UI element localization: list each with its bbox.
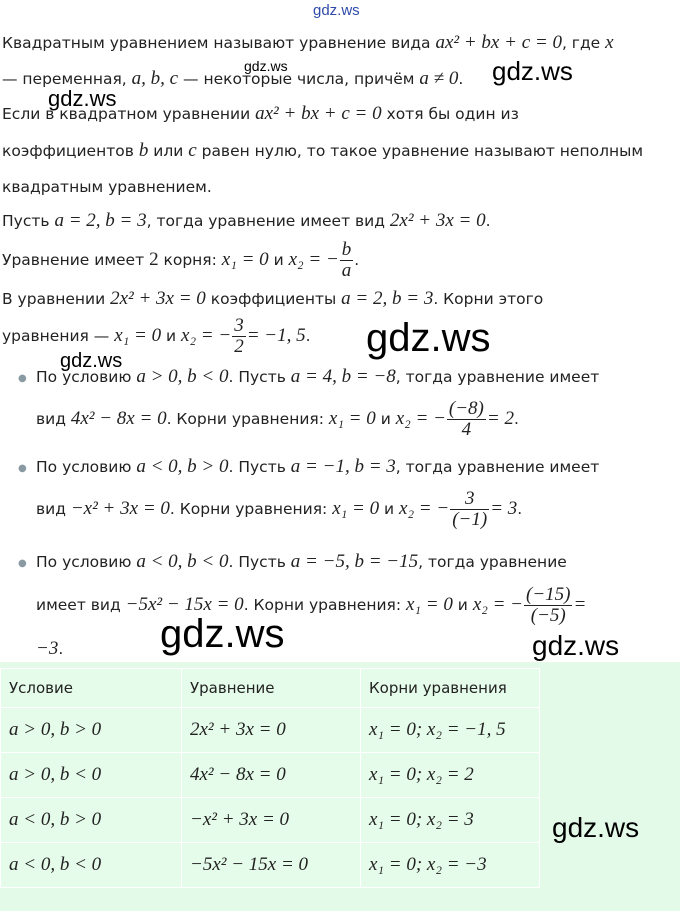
fraction <box>447 399 486 440</box>
formula: x <box>605 32 614 53</box>
bullet: ● <box>18 373 27 384</box>
text: , тогда уравнение имеет вид <box>146 212 390 230</box>
text: . Корни уравнения: <box>166 410 329 428</box>
incomplete-def-line-3 <box>2 176 212 198</box>
text: Пусть <box>2 212 55 230</box>
text: . Корни уравнения: <box>243 596 406 614</box>
formula: x₁ = 0 <box>406 594 453 615</box>
case-3-line-1 <box>36 551 567 573</box>
coefficients-line-2 <box>2 312 311 360</box>
table-cell: −x² + 3x = 0 <box>182 798 361 843</box>
text: . <box>354 251 360 269</box>
formula: −5x² − 15x = 0 <box>125 594 244 615</box>
text: , тогда уравнение имеет <box>395 368 600 386</box>
table-cell: a < 0, b > 0 <box>1 798 182 843</box>
case-2-line-1 <box>36 456 599 478</box>
table-cell: 2x² + 3x = 0 <box>182 708 361 753</box>
formula: x₁ = 0 <box>114 325 162 346</box>
text: По условию <box>36 553 137 571</box>
fraction <box>232 316 246 357</box>
formula: x₁ = 0 <box>221 249 269 270</box>
watermark-large: gdz.ws <box>366 316 491 360</box>
summary-table-area <box>0 662 680 911</box>
watermark: gdz.ws <box>492 56 573 86</box>
watermark: gdz.ws <box>48 86 117 111</box>
formula: ax² + bx + c = 0 <box>255 103 382 124</box>
text: Уравнение имеет <box>2 251 150 269</box>
text: . Корни этого <box>433 290 544 308</box>
text: вид <box>36 410 71 428</box>
formula: a, b, c <box>131 68 179 89</box>
watermark: gdz.ws <box>532 630 620 661</box>
example-line <box>2 210 491 232</box>
text: уравнения — <box>2 327 115 345</box>
text: . Пусть <box>228 458 291 476</box>
formula: = 3 <box>490 498 518 519</box>
formula: = 2 <box>486 408 514 429</box>
bullet: ● <box>18 463 27 474</box>
formula: b <box>138 140 149 161</box>
formula: 2 <box>149 249 159 270</box>
formula: a < 0, b < 0 <box>136 551 229 572</box>
column-header-condition: Условие <box>1 669 182 708</box>
formula: a = −5, b = −15 <box>290 551 419 572</box>
formula: 2x² + 3x = 0 <box>389 210 486 231</box>
formula: 2x² + 3x = 0 <box>110 288 206 309</box>
text: Если в квадратном уравнении <box>2 105 256 123</box>
denominator: a <box>341 260 352 281</box>
formula: x₂ = − <box>399 498 450 519</box>
text: вид <box>36 500 71 518</box>
text: — некоторые числа, причём <box>178 70 420 88</box>
formula: a = 4, b = −8 <box>290 366 396 387</box>
definition-line-1 <box>2 32 614 54</box>
table-cell: x₁ = 0; x₂ = 2 <box>361 753 540 798</box>
text: и <box>268 251 289 269</box>
text: равен нулю, то такое уравнение называют неполным <box>196 142 644 160</box>
table-row <box>1 753 540 798</box>
fraction <box>524 585 572 626</box>
table-header-row <box>1 669 540 708</box>
denominator: 4 <box>447 419 486 440</box>
denominator: 2 <box>234 336 244 357</box>
watermark-large: gdz.ws <box>160 612 285 656</box>
text: . <box>513 410 519 428</box>
definition-line-2 <box>2 68 463 90</box>
text: и <box>452 596 473 614</box>
table-cell: x₁ = 0; x₂ = 3 <box>361 798 540 843</box>
case-3-line-2 <box>36 580 586 630</box>
text: . <box>458 70 464 88</box>
text: . Пусть <box>228 553 291 571</box>
bullet: ● <box>18 558 27 569</box>
formula: c <box>188 140 197 161</box>
formula: a > 0, b < 0 <box>136 366 229 387</box>
table-row <box>1 843 540 888</box>
table-cell: a > 0, b < 0 <box>1 753 182 798</box>
table-cell: x₁ = 0; x₂ = −1, 5 <box>361 708 540 753</box>
column-header-roots: Корни уравнения <box>361 669 540 708</box>
text: , где <box>561 34 606 52</box>
text: . <box>517 500 523 518</box>
formula: a = −1, b = 3 <box>290 456 396 477</box>
formula: = −1, 5 <box>246 325 306 346</box>
column-header-equation: Уравнение <box>182 669 361 708</box>
table-cell: −5x² − 15x = 0 <box>182 843 361 888</box>
formula: a < 0, b > 0 <box>136 456 229 477</box>
denominator: (−1) <box>452 509 488 530</box>
numerator: 3 <box>464 488 475 509</box>
numerator: (−8) <box>448 398 484 419</box>
case-1-line-1 <box>36 366 599 388</box>
text: . <box>58 640 64 658</box>
formula: −x² + 3x = 0 <box>70 498 170 519</box>
text: , тогда уравнение <box>418 553 567 571</box>
formula: a = 2, b = 3 <box>54 210 147 231</box>
text: По условию <box>36 368 137 386</box>
table-row <box>1 708 540 753</box>
text: коэффициенты <box>205 290 342 308</box>
formula: x₂ = − <box>472 594 523 615</box>
watermark-top: gdz.ws <box>313 2 360 19</box>
table-row <box>1 798 540 843</box>
watermark: gdz.ws <box>552 812 640 843</box>
formula: x₂ = − <box>395 408 446 429</box>
fraction <box>340 240 354 281</box>
formula: x₁ = 0 <box>328 408 376 429</box>
text: . Корни уравнения: <box>169 500 333 518</box>
table-cell: x₁ = 0; x₂ = −3 <box>361 843 540 888</box>
watermark-small: gdz.ws <box>244 58 288 74</box>
incomplete-def-line-2 <box>2 140 643 162</box>
case-1-line-2 <box>36 394 519 444</box>
formula: x₂ = − <box>288 249 339 270</box>
formula: = <box>573 594 587 615</box>
text: — переменная, <box>2 70 132 88</box>
text: В уравнении <box>2 290 111 308</box>
formula: x₁ = 0 <box>332 498 380 519</box>
text: . <box>305 327 311 345</box>
text: По условию <box>36 458 137 476</box>
formula: a = 2, b = 3 <box>341 288 434 309</box>
roots-formula-line <box>2 240 359 281</box>
watermark: gdz.ws <box>60 350 123 372</box>
text: Квадратным уравнением называют уравнение вида <box>2 34 436 52</box>
table-cell: 4x² − 8x = 0 <box>182 753 361 798</box>
table-cell: a < 0, b < 0 <box>1 843 182 888</box>
text: или <box>148 142 189 160</box>
formula: x₂ = − <box>181 325 232 346</box>
text: имеет вид <box>36 596 126 614</box>
text: коэффициентов <box>2 142 139 160</box>
text: хотя бы один из <box>381 105 519 123</box>
numerator: b <box>341 239 352 260</box>
text: . <box>485 212 491 230</box>
text: , тогда уравнение имеет <box>395 458 600 476</box>
formula: a ≠ 0 <box>419 68 459 89</box>
coefficients-line-1 <box>2 288 543 310</box>
incomplete-def-line-1 <box>2 103 519 125</box>
text: корня: <box>158 251 222 269</box>
text: . Пусть <box>228 368 291 386</box>
case-2-line-2 <box>36 484 522 534</box>
numerator: (−15) <box>526 584 571 605</box>
text: и <box>379 500 400 518</box>
text: квадратным уравнением. <box>2 178 212 196</box>
formula: 4x² − 8x = 0 <box>70 408 167 429</box>
formula: ax² + bx + c = 0 <box>435 32 562 53</box>
table-cell: a > 0, b > 0 <box>1 708 182 753</box>
text: и <box>161 327 182 345</box>
case-3-line-3 <box>36 638 63 660</box>
formula: −3 <box>36 638 59 659</box>
denominator: (−5) <box>524 605 572 626</box>
text: и <box>375 410 396 428</box>
numerator: 3 <box>234 315 244 336</box>
fraction <box>450 489 489 530</box>
summary-table <box>0 668 540 888</box>
